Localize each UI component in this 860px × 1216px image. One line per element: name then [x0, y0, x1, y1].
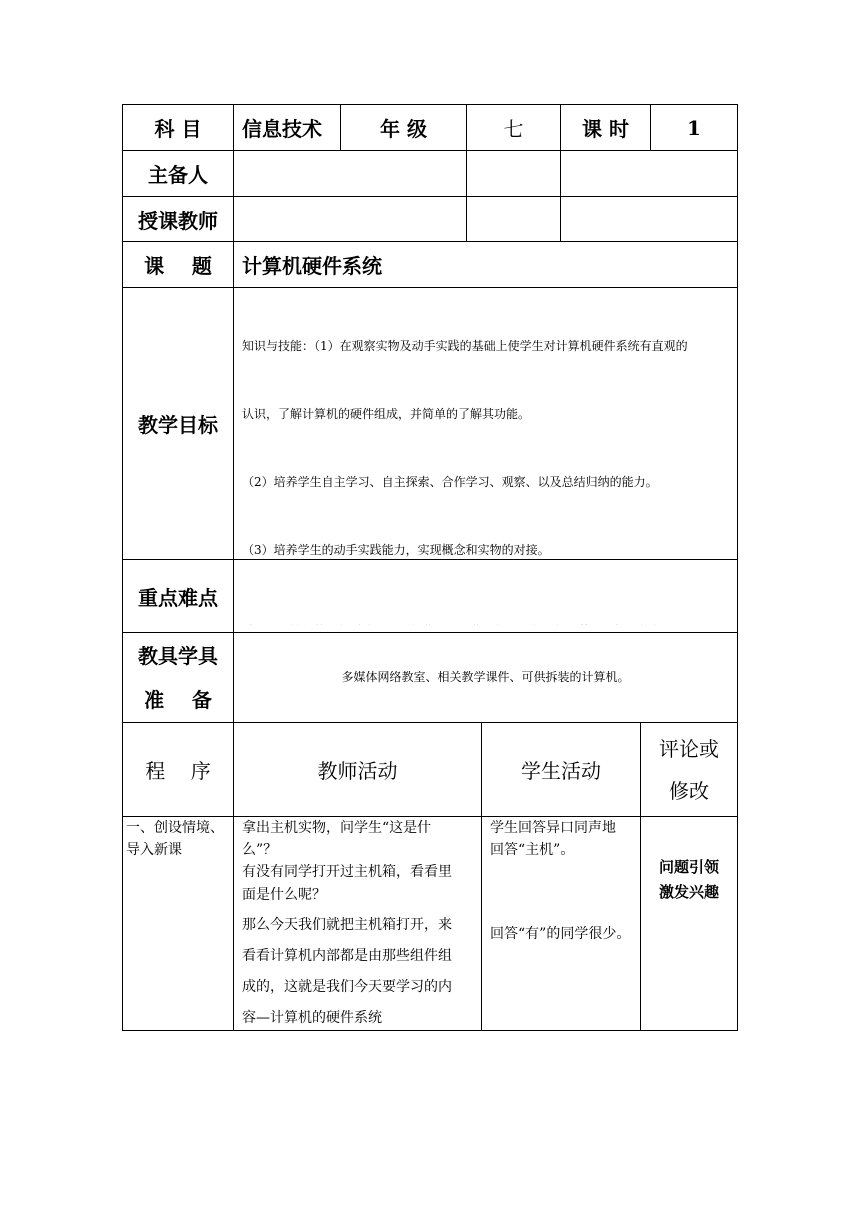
- teacher-label: 授课教师: [138, 208, 218, 233]
- materials-label-line2: 准 备: [144, 687, 212, 712]
- key-point-line: [242, 620, 736, 625]
- objectives-text: [242, 290, 736, 558]
- student-line: 学生回答异口同声地: [490, 820, 616, 836]
- student-activity-header: 学生活动: [521, 759, 601, 783]
- period-label: 课 时: [582, 117, 629, 141]
- objectives-line: （2）培养学生自主学习、自主探索、合作学习、观察、以及总结归纳的能力。: [242, 474, 658, 489]
- teacher-line: 成的，这就是我们今天要学习的内: [242, 979, 452, 995]
- step1-comment-line2: 激发兴趣: [658, 883, 719, 901]
- objectives-line: 知识与技能：（1）在观察实物及动手实践的基础上使学生对计算机硬件系统有直观的: [242, 339, 688, 354]
- teacher-activity-header: 教师活动: [317, 759, 398, 783]
- student-line: 回答“有”的同学很少。: [490, 926, 631, 942]
- objectives-line: （3）培养学生的动手实践能力，实现概念和实物的对接。: [242, 542, 550, 557]
- comment-header: [641, 723, 737, 816]
- teacher-line: 拿出主机实物，问学生“这是什: [242, 820, 432, 836]
- period-value: 1: [687, 115, 701, 140]
- comment-header-line2: 修改: [669, 778, 709, 803]
- step1-procedure-line2: 导入新课: [126, 842, 182, 858]
- materials-label: [123, 633, 233, 722]
- teacher-line: 看看计算机内部都是由那些组件组: [242, 948, 452, 964]
- objectives-line: 认识，了解计算机的硬件组成，并简单的了解其功能。: [242, 406, 531, 421]
- preparer-label: 主备人: [148, 163, 208, 187]
- step1-comment-line1: 问题引领: [658, 858, 719, 876]
- comment-header-line1: 评论或: [659, 736, 719, 761]
- key-points-text: [242, 575, 736, 625]
- grade-label: 年 级: [380, 117, 427, 141]
- student-line: 回答“主机”。: [490, 842, 575, 858]
- step1-teacher-activity: [242, 817, 478, 1029]
- teacher-line: 面是什么呢？: [242, 887, 326, 903]
- materials-label-line1: 教具学具: [138, 643, 218, 668]
- materials-value: 多媒体网络教室、相关教学课件、可供拆装的计算机。: [341, 670, 630, 685]
- teacher-line: 有没有同学打开过主机箱，看看里: [242, 864, 452, 880]
- subject-label: 科 目: [154, 117, 202, 141]
- topic-value: 计算机硬件系统: [242, 254, 382, 278]
- step1-procedure: [126, 817, 232, 877]
- teacher-line: 么”？: [242, 842, 278, 858]
- teacher-line: 容—计算机的硬件系统: [242, 1010, 382, 1026]
- topic-label: 课 题: [144, 254, 212, 278]
- procedure-header: 程 序: [145, 759, 211, 783]
- step1-procedure-line1: 一、创设情境、: [126, 820, 224, 836]
- grade-value: 七: [503, 117, 524, 141]
- subject-value: 信息技术: [242, 117, 322, 141]
- step1-comment: [641, 855, 737, 915]
- objectives-label: 教学目标: [138, 413, 218, 437]
- key-points-label: 重点难点: [138, 585, 218, 610]
- teacher-line: 那么今天我们就把主机箱打开，来: [242, 917, 452, 933]
- step1-student-activity: [490, 817, 638, 1029]
